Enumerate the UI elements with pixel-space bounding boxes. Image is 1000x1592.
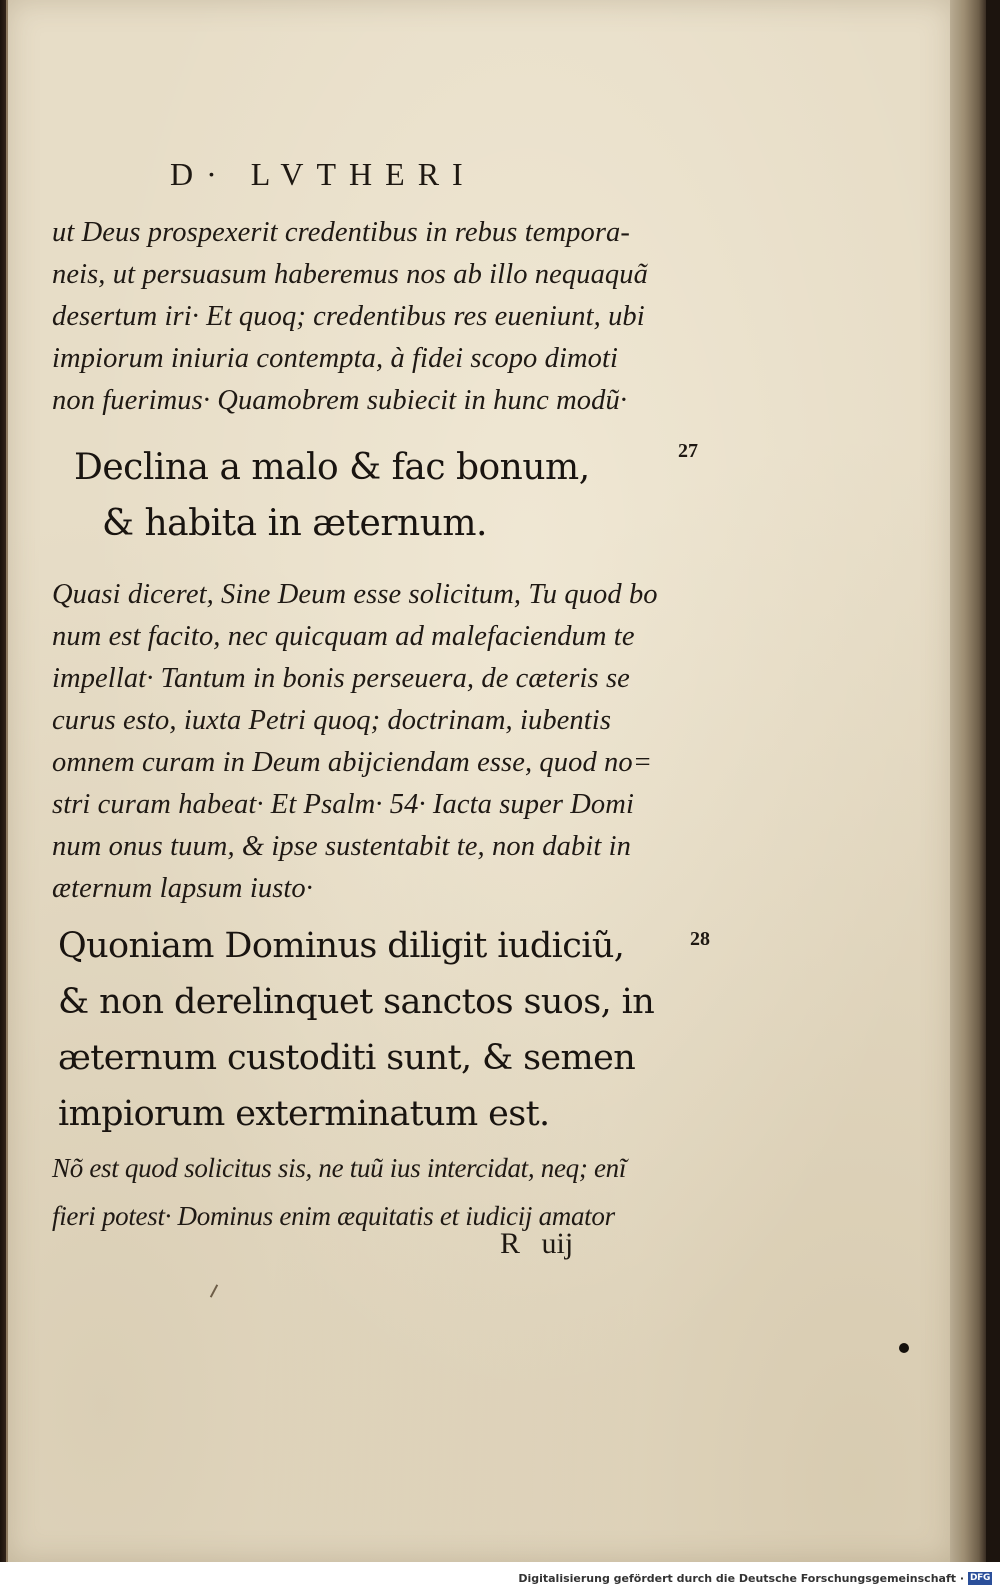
commentary-line: neis, ut persuasum haberemus nos ab illo nequaquã [52, 259, 648, 290]
verse-line: & habita in æternum. [102, 503, 487, 544]
verse-line: æternum custoditi sunt, & semen [58, 1038, 636, 1078]
funding-credit: Digitalisierung gefördert durch die Deutsche Forschungsgemeinschaft · [518, 1572, 964, 1585]
verse-number: 28 [690, 928, 710, 950]
running-head: D· LVTHERI [170, 156, 476, 192]
verse-27-text [74, 440, 590, 552]
page-shadow-edge [986, 0, 1000, 1562]
commentary-line: omnem curam in Deum abijciendam esse, quod no= [52, 747, 653, 778]
commentary-line: ut Deus prospexerit credentibus in rebus tempora- [52, 217, 630, 248]
commentary-line: impiorum iniuria contempta, à fidei scopo dimoti [52, 343, 619, 374]
page-stack-edge [950, 0, 986, 1562]
verse-line: Quoniam Dominus diligit iudiciũ, [58, 926, 625, 966]
verse-number: 27 [678, 440, 698, 462]
commentary-line: æternum lapsum iusto· [52, 873, 313, 904]
commentary-line: num onus tuum, & ipse sustentabit te, non dabit in [52, 831, 631, 862]
verse-28-text [58, 918, 654, 1142]
commentary-block-1 [52, 212, 648, 422]
signature-mark: R uij [500, 1227, 574, 1260]
commentary-block-3 [52, 1144, 626, 1240]
verse-line: Declina a malo & fac bonum, [74, 447, 590, 488]
commentary-line: num est facito, nec quicquam ad malefaciendum te [52, 621, 635, 652]
verse-line: impiorum exterminatum est. [58, 1094, 550, 1134]
commentary-line: desertum iri· Et quoq; credentibus res eueniunt, ubi [52, 301, 645, 332]
commentary-line: Quasi diceret, Sine Deum esse solicitum, Tu quod bo [52, 579, 658, 610]
commentary-block-2 [52, 574, 658, 910]
dfg-logo: DFG [969, 1573, 991, 1583]
commentary-line: impellat· Tantum in bonis perseuera, de cæteris se [52, 663, 630, 694]
verse-line: & non derelinquet sanctos suos, in [58, 982, 655, 1022]
ink-spot [899, 1343, 909, 1353]
commentary-line: curus esto, iuxta Petri quoq; doctrinam, iubentis [52, 705, 612, 736]
commentary-line: fieri potest· Dominus enim æquitatis et iudicij amator [52, 1201, 615, 1231]
commentary-line: Nõ est quod solicitus sis, ne tuũ ius intercidat, neq; enĩ [52, 1153, 627, 1183]
commentary-line: non fuerimus· Quamobrem subiecit in hunc modũ· [52, 385, 628, 416]
commentary-line: stri curam habeat· Et Psalm· 54· Iacta super Domi [52, 789, 634, 820]
